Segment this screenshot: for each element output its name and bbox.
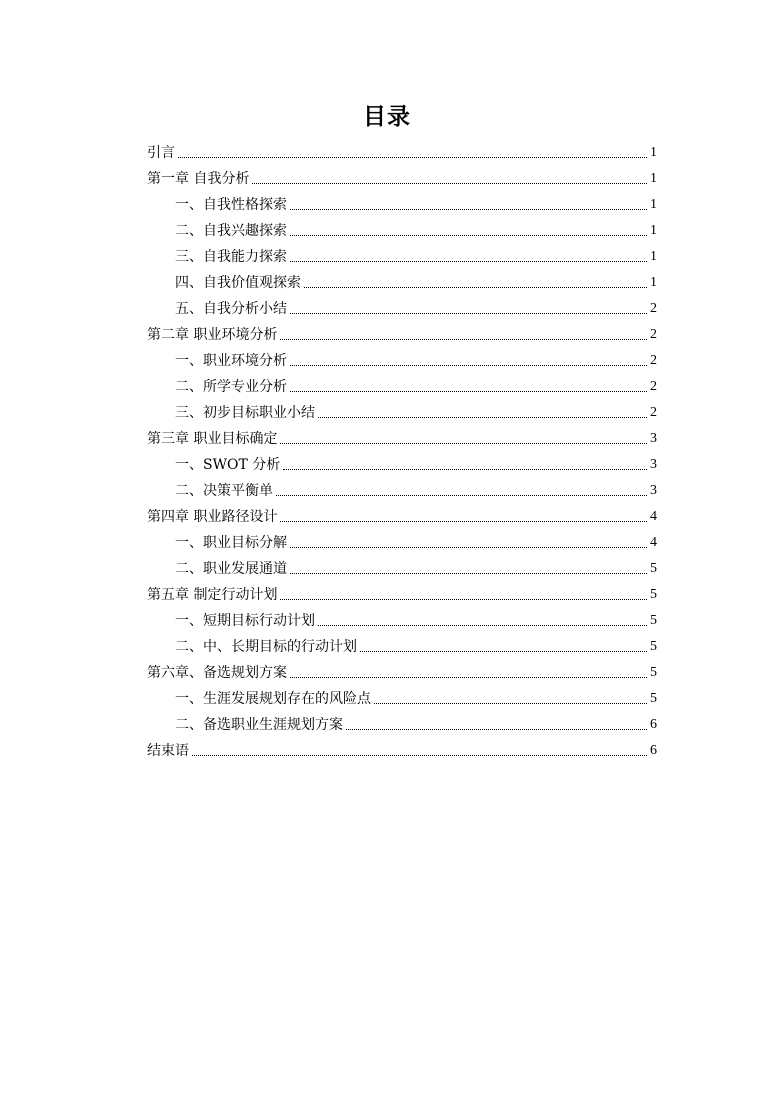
toc-entry-label: 四、自我价值观探索	[175, 275, 301, 291]
toc-entry-label: 一、自我性格探索	[175, 197, 287, 213]
toc-entry[interactable]	[147, 214, 657, 240]
toc-entry[interactable]	[147, 370, 657, 396]
toc-entry-label: 第二章 职业环境分析	[147, 327, 278, 343]
toc-entry-page-number: 3	[650, 483, 657, 498]
toc-entry[interactable]	[147, 734, 657, 760]
toc-entry-page-number: 5	[650, 665, 657, 680]
toc-dot-leader	[290, 677, 647, 678]
toc-entry[interactable]	[147, 630, 657, 656]
toc-entry-label: 二、自我兴趣探索	[175, 223, 287, 239]
toc-entry[interactable]	[147, 292, 657, 318]
toc-entry-page-number: 4	[650, 509, 657, 524]
toc-entry-page-number: 3	[650, 431, 657, 446]
toc-entry[interactable]	[147, 552, 657, 578]
toc-entry-label: 结束语	[147, 743, 189, 759]
toc-entry[interactable]	[147, 422, 657, 448]
toc-entry-page-number: 3	[650, 457, 657, 472]
toc-entry-page-number: 5	[650, 587, 657, 602]
toc-entry[interactable]	[147, 578, 657, 604]
toc-entry-label: 第三章 职业目标确定	[147, 431, 278, 447]
toc-entry-label: 二、决策平衡单	[175, 483, 273, 499]
toc-dot-leader	[280, 521, 647, 522]
toc-dot-leader	[290, 391, 647, 392]
toc-dot-leader	[304, 287, 647, 288]
toc-entry-label: 一、SWOT 分析	[175, 457, 281, 473]
toc-entry[interactable]	[147, 708, 657, 734]
toc-entry-page-number: 2	[650, 405, 657, 420]
toc-entry-page-number: 1	[650, 275, 657, 290]
toc-entry-page-number: 5	[650, 639, 657, 654]
toc-entry-label: 三、自我能力探索	[175, 249, 287, 265]
toc-entry[interactable]	[147, 344, 657, 370]
toc-dot-leader	[192, 755, 647, 756]
toc-entry[interactable]	[147, 396, 657, 422]
toc-entry-page-number: 1	[650, 171, 657, 186]
toc-entry-page-number: 5	[650, 691, 657, 706]
toc-entry-page-number: 2	[650, 301, 657, 316]
toc-entry-label: 二、职业发展通道	[175, 561, 287, 577]
toc-entry[interactable]	[147, 188, 657, 214]
toc-dot-leader	[178, 157, 647, 158]
toc-dot-leader	[280, 339, 647, 340]
toc-entry-page-number: 1	[650, 197, 657, 212]
toc-entry-page-number: 4	[650, 535, 657, 550]
toc-dot-leader	[290, 547, 647, 548]
toc-title: 目录	[363, 103, 411, 130]
toc-entry-label: 第一章 自我分析	[147, 171, 250, 187]
toc-dot-leader	[252, 183, 647, 184]
toc-entry-page-number: 6	[650, 743, 657, 758]
toc-entry-label: 五、自我分析小结	[175, 301, 287, 317]
toc-dot-leader	[280, 599, 647, 600]
toc-dot-leader	[318, 625, 647, 626]
toc-entry[interactable]	[147, 266, 657, 292]
toc-entry-label: 一、职业环境分析	[175, 353, 287, 369]
toc-entry[interactable]	[147, 448, 657, 474]
toc-entry-label: 第六章、备选规划方案	[147, 665, 287, 681]
toc-dot-leader	[290, 209, 647, 210]
toc-entry-page-number: 1	[650, 145, 657, 160]
toc-list	[147, 136, 657, 760]
toc-entry-page-number: 5	[650, 613, 657, 628]
toc-entry-label: 第五章 制定行动计划	[147, 587, 278, 603]
toc-dot-leader	[276, 495, 647, 496]
toc-entry-label: 一、职业目标分解	[175, 535, 287, 551]
toc-entry[interactable]	[147, 162, 657, 188]
toc-entry-label: 二、中、长期目标的行动计划	[175, 639, 357, 655]
toc-entry[interactable]	[147, 682, 657, 708]
toc-entry-page-number: 6	[650, 717, 657, 732]
toc-entry-page-number: 2	[650, 353, 657, 368]
toc-entry-page-number: 1	[650, 249, 657, 264]
toc-dot-leader	[283, 469, 647, 470]
toc-entry[interactable]	[147, 318, 657, 344]
toc-entry[interactable]	[147, 136, 657, 162]
toc-entry-page-number: 1	[650, 223, 657, 238]
toc-entry[interactable]	[147, 240, 657, 266]
toc-dot-leader	[290, 365, 647, 366]
toc-dot-leader	[290, 235, 647, 236]
toc-entry-label: 第四章 职业路径设计	[147, 509, 278, 525]
toc-entry[interactable]	[147, 656, 657, 682]
toc-dot-leader	[290, 573, 647, 574]
toc-dot-leader	[290, 261, 647, 262]
toc-entry-label: 二、所学专业分析	[175, 379, 287, 395]
toc-dot-leader	[280, 443, 647, 444]
toc-dot-leader	[290, 313, 647, 314]
toc-entry-label: 三、初步目标职业小结	[175, 405, 315, 421]
toc-entry-label: 一、短期目标行动计划	[175, 613, 315, 629]
toc-entry[interactable]	[147, 500, 657, 526]
toc-entry[interactable]	[147, 604, 657, 630]
toc-entry[interactable]	[147, 526, 657, 552]
toc-entry-label: 二、备选职业生涯规划方案	[175, 717, 343, 733]
toc-dot-leader	[346, 729, 647, 730]
toc-entry-page-number: 2	[650, 327, 657, 342]
toc-entry-label: 一、生涯发展规划存在的风险点	[175, 691, 371, 707]
toc-entry-label: 引言	[147, 145, 175, 161]
toc-dot-leader	[318, 417, 647, 418]
toc-entry-page-number: 5	[650, 561, 657, 576]
toc-entry[interactable]	[147, 474, 657, 500]
toc-dot-leader	[374, 703, 647, 704]
toc-entry-page-number: 2	[650, 379, 657, 394]
toc-dot-leader	[360, 651, 647, 652]
